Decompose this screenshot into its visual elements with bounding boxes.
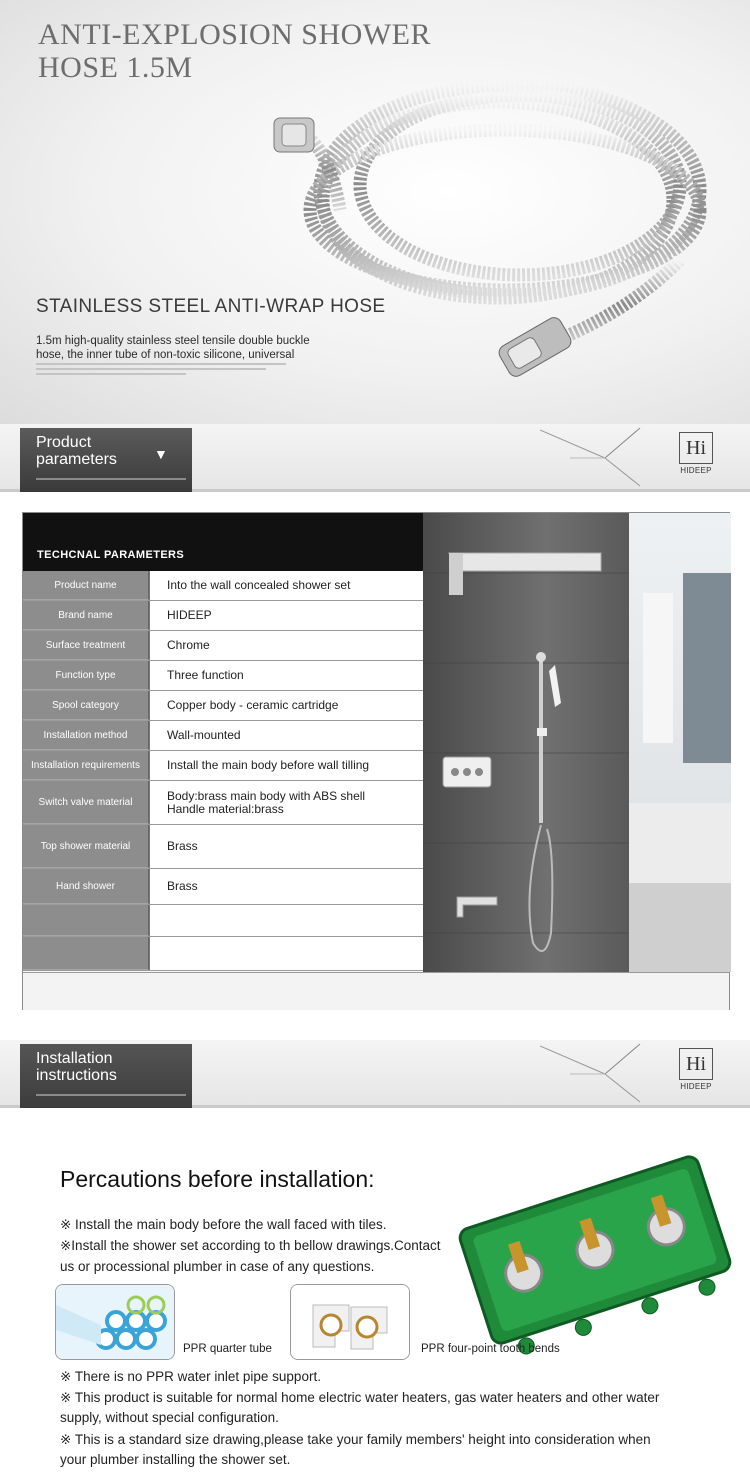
table-row [23,937,423,971]
install-note-3: us or processional plumber in case of any questions. [60,1259,375,1274]
param-key: Surface treatment [23,631,149,660]
section-tab [20,1044,192,1108]
ppr-quarter-tube-caption: PPR quarter tube [183,1343,272,1355]
brand-logo [676,432,716,475]
hero-subtitle: STAINLESS STEEL ANTI-WRAP HOSE [36,296,386,317]
ppr-quarter-tube-image [55,1284,175,1360]
install-note-1: ※ Install the main body before the wall faced with tiles. [60,1217,387,1232]
table-footer [23,972,729,1010]
table-row [23,781,423,825]
table-row [23,631,423,661]
triangle-down-icon: ▼ [154,446,168,462]
hero-desc-line2: hose, the inner tube of non-toxic silicone, universal [36,349,295,361]
install-note-5: ※ This product is suitable for normal home electric water heaters, gas water heaters and other water [60,1390,660,1405]
section-tab-title: Product parameters [36,434,117,468]
param-key: Top shower material [23,825,149,868]
logo-mark: Hi [679,432,713,464]
fine-print-decoration [36,478,186,480]
param-value: Copper body - ceramic cartridge [149,691,423,720]
table-row [23,691,423,721]
param-value: Brass [149,869,423,904]
install-note-2: ※Install the shower set according to th bellow drawings.Contact [60,1238,441,1253]
hero-title [38,18,431,84]
param-key: Installation requirements [23,751,149,780]
install-note-7: ※ This is a standard size drawing,please take your family members' height into consideration when [60,1432,651,1447]
installation-instructions-banner [0,1040,750,1108]
decorative-lines [540,424,660,492]
fine-print-decoration [36,1094,186,1096]
table-row [23,721,423,751]
hero-description [36,334,356,362]
logo-name: HIDEEP [680,466,712,475]
decorative-lines [540,1040,660,1108]
ppr-four-point-bends-image [290,1284,410,1360]
param-value: Three function [149,661,423,690]
param-key: Installation method [23,721,149,750]
install-note-8: your plumber installing the shower set. [60,1452,291,1467]
param-value: HIDEEP [149,601,423,630]
table-row [23,869,423,905]
section-tab-title: Installation instructions [36,1050,117,1084]
concealed-valve-box-image [450,1130,740,1375]
param-key [23,905,149,936]
table-row [23,601,423,631]
param-key: Spool category [23,691,149,720]
install-note-6: supply, without special configuration. [60,1410,279,1425]
parameters-table [23,513,423,971]
section-tab [20,428,192,492]
brand-logo [676,1048,716,1091]
logo-mark: Hi [679,1048,713,1080]
param-value: Brass [149,825,423,868]
table-header: TECHCNAL PARAMETERS [23,513,423,571]
hero-title-line1: ANTI-EXPLOSION SHOWER [38,18,431,51]
table-row [23,571,423,601]
param-key: Switch valve material [23,781,149,824]
param-value [149,937,423,970]
param-value: Body:brass main body with ABS shell Handle material:brass [149,781,423,824]
param-value: Wall-mounted [149,721,423,750]
table-row [23,751,423,781]
technical-parameters-panel [22,512,730,1010]
table-row [23,661,423,691]
table-row [23,905,423,937]
param-key: Hand shower [23,869,149,904]
table-row [23,825,423,869]
installation-heading: Percautions before installation: [60,1166,375,1192]
param-value: Chrome [149,631,423,660]
logo-name: HIDEEP [680,1082,712,1091]
param-value [149,905,423,936]
hero-desc-line1: 1.5m high-quality stainless steel tensile double buckle [36,335,310,347]
bathroom-shower-photo [423,513,731,972]
ppr-four-point-bends-caption: PPR four-point tooth bends [421,1343,560,1355]
param-value: Install the main body before wall tilling [149,751,423,780]
product-parameters-banner [0,424,750,492]
hero-title-line2: HOSE 1.5M [38,51,193,84]
param-key: Product name [23,571,149,600]
param-value: Into the wall concealed shower set [149,571,423,600]
param-key: Function type [23,661,149,690]
param-key: Brand name [23,601,149,630]
install-note-4: ※ There is no PPR water inlet pipe support. [60,1369,321,1384]
fine-print-decoration [36,363,286,381]
param-key [23,937,149,970]
hero-banner [0,0,750,425]
